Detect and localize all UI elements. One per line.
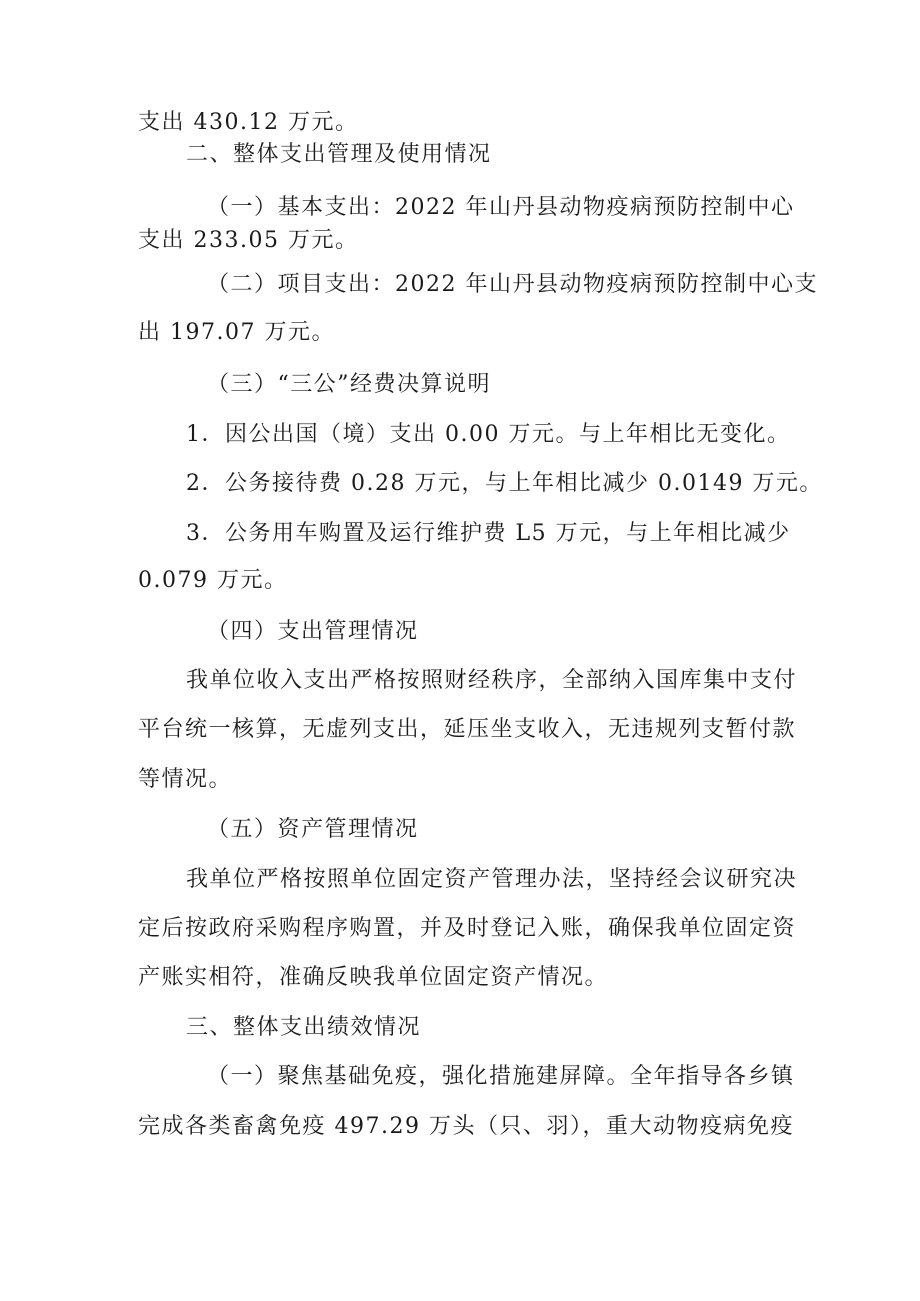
text-line-1: 支出 430.12 万元。	[138, 110, 359, 135]
text-line-6: 出 197.07 万元。	[138, 320, 335, 345]
subsection-project-expenditure: （二）项目支出：2022 年山丹县动物疫病预防控制中心支	[207, 272, 818, 297]
text-line-14: 平台统一核算，无虚列支出，延压坐支收入，无违规列支暂付款	[138, 717, 797, 742]
list-item-2: 2．公务接待费 0.28 万元，与上年相比减少 0.0149 万元。	[186, 471, 823, 496]
list-item-1: 1．因公出国（境）支出 0.00 万元。与上年相比无变化。	[186, 422, 791, 447]
subsection-three-public: （三）“三公”经费决算说明	[207, 372, 491, 397]
subsection-basic-immunity: （一）聚焦基础免疫，强化措施建屏障。全年指导各乡镇	[207, 1064, 795, 1089]
text-line-15: 等情况。	[138, 767, 233, 792]
text-line-11: 0.079 万元。	[138, 568, 288, 593]
text-line-13: 我单位收入支出严格按照财经秩序，全部纳入国库集中支付	[186, 668, 798, 693]
subsection-expenditure-management: （四）支出管理情况	[207, 619, 419, 644]
text-line-4: 支出 233.05 万元。	[138, 228, 359, 253]
section-heading-3: 三、整体支出绩效情况	[186, 1015, 422, 1040]
text-line-18: 定后按政府采购程序购置，并及时登记入账，确保我单位固定资	[138, 916, 797, 941]
text-line-22: 完成各类畜禽免疫 497.29 万头（只、羽），重大动物疫病免疫	[138, 1114, 794, 1139]
list-item-3: 3．公务用车购置及运行维护费 L5 万元，与上年相比减少	[186, 521, 791, 546]
subsection-basic-expenditure: （一）基本支出：2022 年山丹县动物疫病预防控制中心	[207, 195, 795, 220]
section-heading-2: 二、整体支出管理及使用情况	[186, 142, 492, 167]
subsection-asset-management: （五）资产管理情况	[207, 817, 419, 842]
text-line-17: 我单位严格按照单位固定资产管理办法，坚持经会议研究决	[186, 867, 798, 892]
text-line-19: 产账实相符，准确反映我单位固定资产情况。	[138, 965, 609, 990]
